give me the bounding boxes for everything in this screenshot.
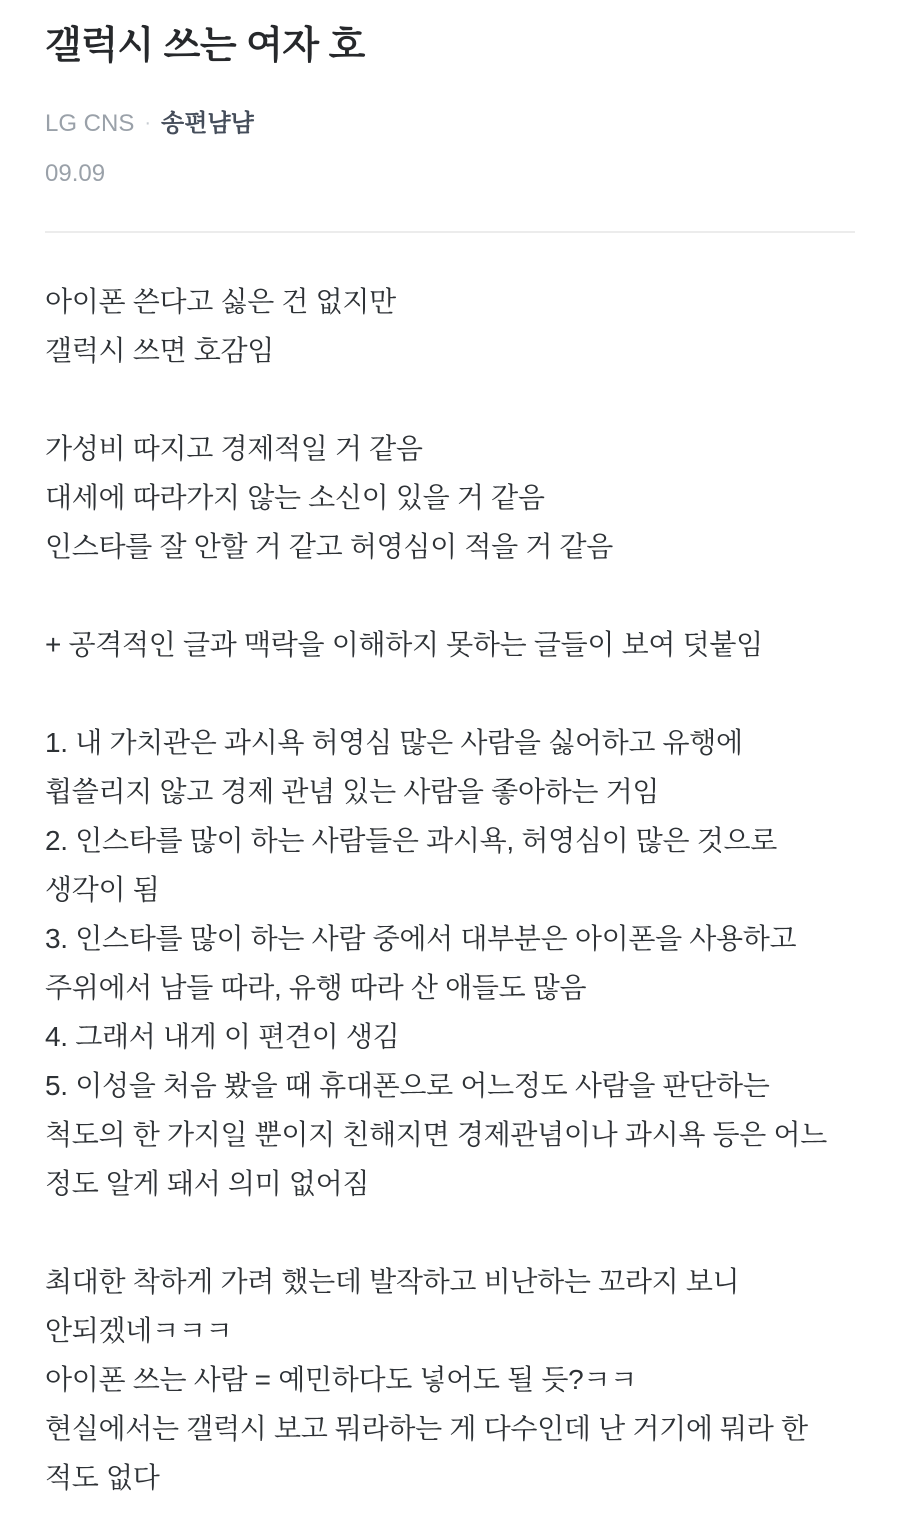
post-text-line: 아이폰 쓴다고 싫은 건 없지만 — [45, 286, 396, 317]
post-text-line: 적도 없다 — [45, 1462, 160, 1493]
post-text-line: 가성비 따지고 경제적일 거 같음 — [45, 433, 423, 464]
post-text-line: 아이폰 쓰는 사람 = 예민하다도 넣어도 될 듯?ㅋㅋ — [45, 1364, 637, 1395]
post-text-line: 4. 그래서 내게 이 편견이 생김 — [45, 1021, 400, 1052]
author-nickname[interactable]: 송편냠냠 — [161, 110, 254, 137]
post-text-line: 현실에서는 갤럭시 보고 뭐라하는 게 다수인데 난 거기에 뭐라 한 — [45, 1413, 808, 1444]
post-text-line: 인스타를 잘 안할 거 같고 허영심이 적을 거 같음 — [45, 531, 614, 562]
post-text-line: 휩쓸리지 않고 경제 관념 있는 사람을 좋아하는 거임 — [45, 776, 660, 807]
post-text-line: 대세에 따라가지 않는 소신이 있을 거 같음 — [45, 482, 545, 513]
post-text-line: + 공격적인 글과 맥락을 이해하지 못하는 글들이 보여 덧붙임 — [45, 629, 763, 660]
post-text-line: 5. 이성을 처음 봤을 때 휴대폰으로 어느정도 사람을 판단하는 — [45, 1070, 770, 1101]
post-body — [45, 277, 855, 1502]
post-paragraph — [45, 277, 855, 375]
post-text-line: 3. 인스타를 많이 하는 사람 중에서 대부분은 아이폰을 사용하고 — [45, 923, 797, 954]
post-text-line: 최대한 착하게 가려 했는데 발작하고 비난하는 꼬라지 보니 — [45, 1266, 740, 1297]
post-date: 09.09 — [45, 160, 106, 187]
post-text-line: 갤럭시 쓰면 호감임 — [45, 335, 274, 366]
meta-separator-dot: · — [144, 112, 152, 134]
post-text-line: 안되겠네ㅋㅋㅋ — [45, 1315, 233, 1346]
post-text-line: 척도의 한 가지일 뿐이지 친해지면 경제관념이나 과시욕 등은 어느 — [45, 1119, 828, 1150]
post-paragraph — [45, 1257, 855, 1502]
post-paragraph — [45, 718, 855, 1208]
company-name[interactable]: LG CNS — [45, 110, 135, 137]
post-text-line: 정도 알게 돼서 의미 없어짐 — [45, 1168, 370, 1199]
post-title: 갤럭시 쓰는 여자 호 — [45, 25, 365, 67]
post-text-line: 1. 내 가치관은 과시욕 허영심 많은 사람을 싫어하고 유행에 — [45, 727, 743, 758]
post-paragraph — [45, 620, 855, 669]
post-meta — [45, 110, 855, 137]
post-text-line: 생각이 됨 — [45, 874, 160, 905]
post-text-line: 2. 인스타를 많이 하는 사람들은 과시욕, 허영심이 많은 것으로 — [45, 825, 778, 856]
post-text-line: 주위에서 남들 따라, 유행 따라 산 애들도 많음 — [45, 972, 587, 1003]
post-paragraph — [45, 424, 855, 571]
header-divider — [45, 231, 855, 233]
